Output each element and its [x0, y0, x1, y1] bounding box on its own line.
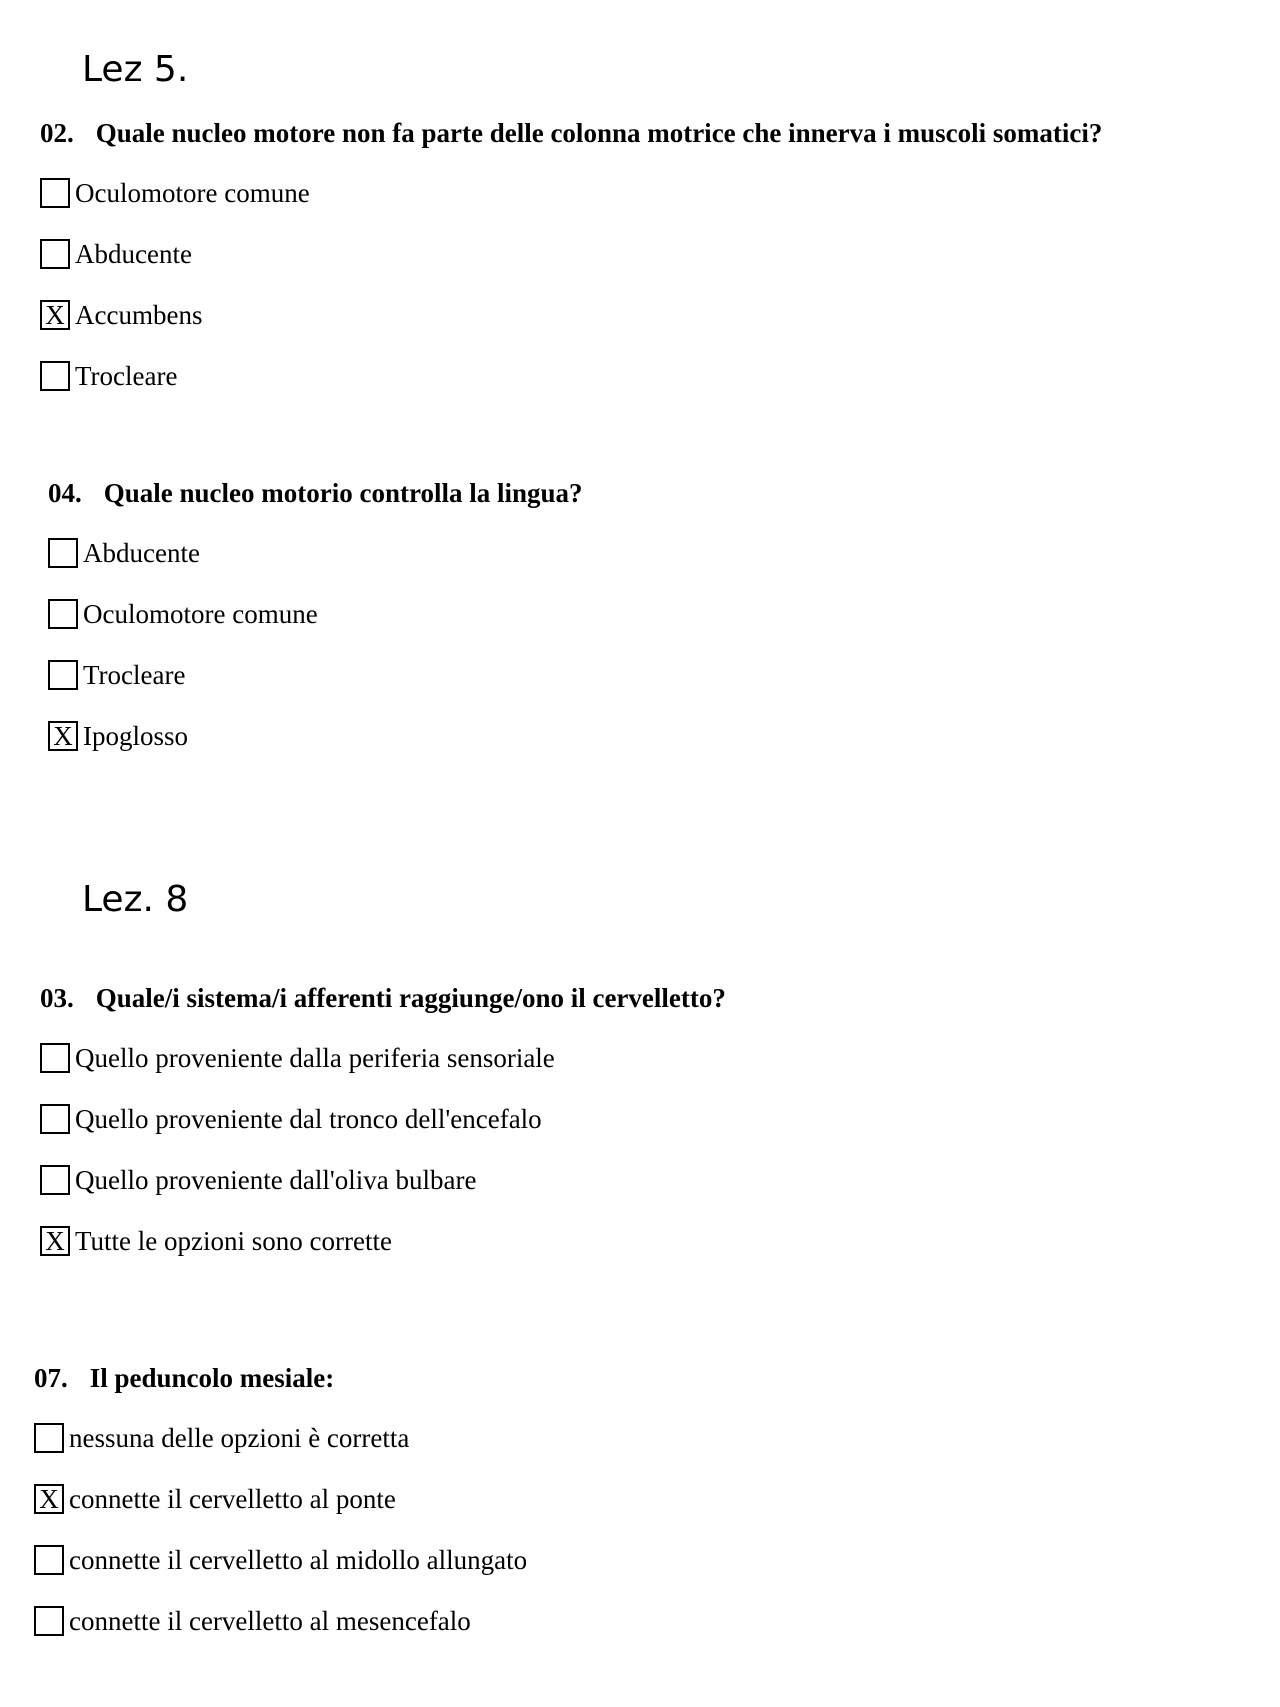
- option-label: Quello proveniente dal tronco dell'encefalo: [75, 1103, 542, 1134]
- question-text: [48, 480, 583, 512]
- section-title-lez8: Lez. 8: [82, 879, 189, 920]
- checkbox[interactable]: [40, 1104, 70, 1134]
- answer-option[interactable]: [34, 1481, 527, 1517]
- option-label: Abducente: [75, 238, 192, 269]
- answer-option[interactable]: [40, 236, 1102, 272]
- answer-option[interactable]: [40, 1101, 726, 1137]
- checkbox[interactable]: [40, 361, 70, 391]
- question-number: 02.: [40, 118, 74, 148]
- checkbox[interactable]: [48, 538, 78, 568]
- question-label: Il peduncolo mesiale:: [89, 1363, 335, 1393]
- answer-option[interactable]: [34, 1542, 527, 1578]
- question-text: [34, 1365, 527, 1397]
- question-number: 07.: [34, 1363, 68, 1393]
- option-label: connette il cervelletto al mesencefalo: [69, 1605, 471, 1636]
- question-text: [40, 985, 726, 1017]
- question-text: [40, 120, 1102, 152]
- section-title-lez5: Lez 5.: [82, 49, 189, 90]
- answer-option[interactable]: [48, 657, 583, 693]
- option-label: connette il cervelletto al midollo allungato: [69, 1544, 528, 1575]
- option-label: nessuna delle opzioni è corretta: [69, 1422, 410, 1453]
- checkbox[interactable]: [48, 660, 78, 690]
- question-label: Quale/i sistema/i afferenti raggiunge/ono il cervelletto?: [95, 983, 726, 1013]
- answer-option[interactable]: [40, 1040, 726, 1076]
- question-number: 04.: [48, 478, 82, 508]
- checkbox[interactable]: [48, 599, 78, 629]
- answer-option[interactable]: [40, 358, 1102, 394]
- option-label: Accumbens: [75, 299, 203, 330]
- answer-option[interactable]: [40, 1162, 726, 1198]
- answer-option[interactable]: [48, 535, 583, 571]
- checkbox[interactable]: [40, 1165, 70, 1195]
- checkbox[interactable]: [34, 1423, 64, 1453]
- answer-option[interactable]: [40, 1223, 726, 1259]
- option-label: Abducente: [83, 537, 200, 568]
- question-label: Quale nucleo motorio controlla la lingua?: [103, 478, 583, 508]
- question-02: [40, 120, 1102, 394]
- option-label: Trocleare: [75, 360, 178, 391]
- answer-option[interactable]: [48, 596, 583, 632]
- option-label: Trocleare: [83, 659, 186, 690]
- question-03: [40, 985, 726, 1259]
- option-label: Oculomotore comune: [83, 598, 318, 629]
- answer-option[interactable]: [34, 1420, 527, 1456]
- option-label: Quello proveniente dalla periferia sensoriale: [75, 1042, 555, 1073]
- checkbox[interactable]: [34, 1606, 64, 1636]
- answer-option[interactable]: [40, 175, 1102, 211]
- checkbox[interactable]: [40, 1043, 70, 1073]
- question-number: 03.: [40, 983, 74, 1013]
- checkbox-checked[interactable]: X: [40, 1226, 70, 1256]
- answer-option[interactable]: [48, 718, 583, 754]
- option-label: Ipoglosso: [83, 720, 189, 751]
- checkbox[interactable]: [40, 178, 70, 208]
- checkbox-checked[interactable]: X: [34, 1484, 64, 1514]
- question-07: [34, 1365, 527, 1639]
- option-label: Quello proveniente dall'oliva bulbare: [75, 1164, 477, 1195]
- checkbox-checked[interactable]: X: [48, 721, 78, 751]
- option-label: Oculomotore comune: [75, 177, 310, 208]
- question-label: Quale nucleo motore non fa parte delle colonna motrice che innerva i muscoli somatici?: [95, 118, 1103, 148]
- checkbox[interactable]: [34, 1545, 64, 1575]
- checkbox[interactable]: [40, 239, 70, 269]
- question-04: [48, 480, 583, 754]
- answer-option[interactable]: [34, 1603, 527, 1639]
- answer-option[interactable]: [40, 297, 1102, 333]
- checkbox-checked[interactable]: X: [40, 300, 70, 330]
- option-label: connette il cervelletto al ponte: [69, 1483, 396, 1514]
- option-label: Tutte le opzioni sono corrette: [75, 1225, 392, 1256]
